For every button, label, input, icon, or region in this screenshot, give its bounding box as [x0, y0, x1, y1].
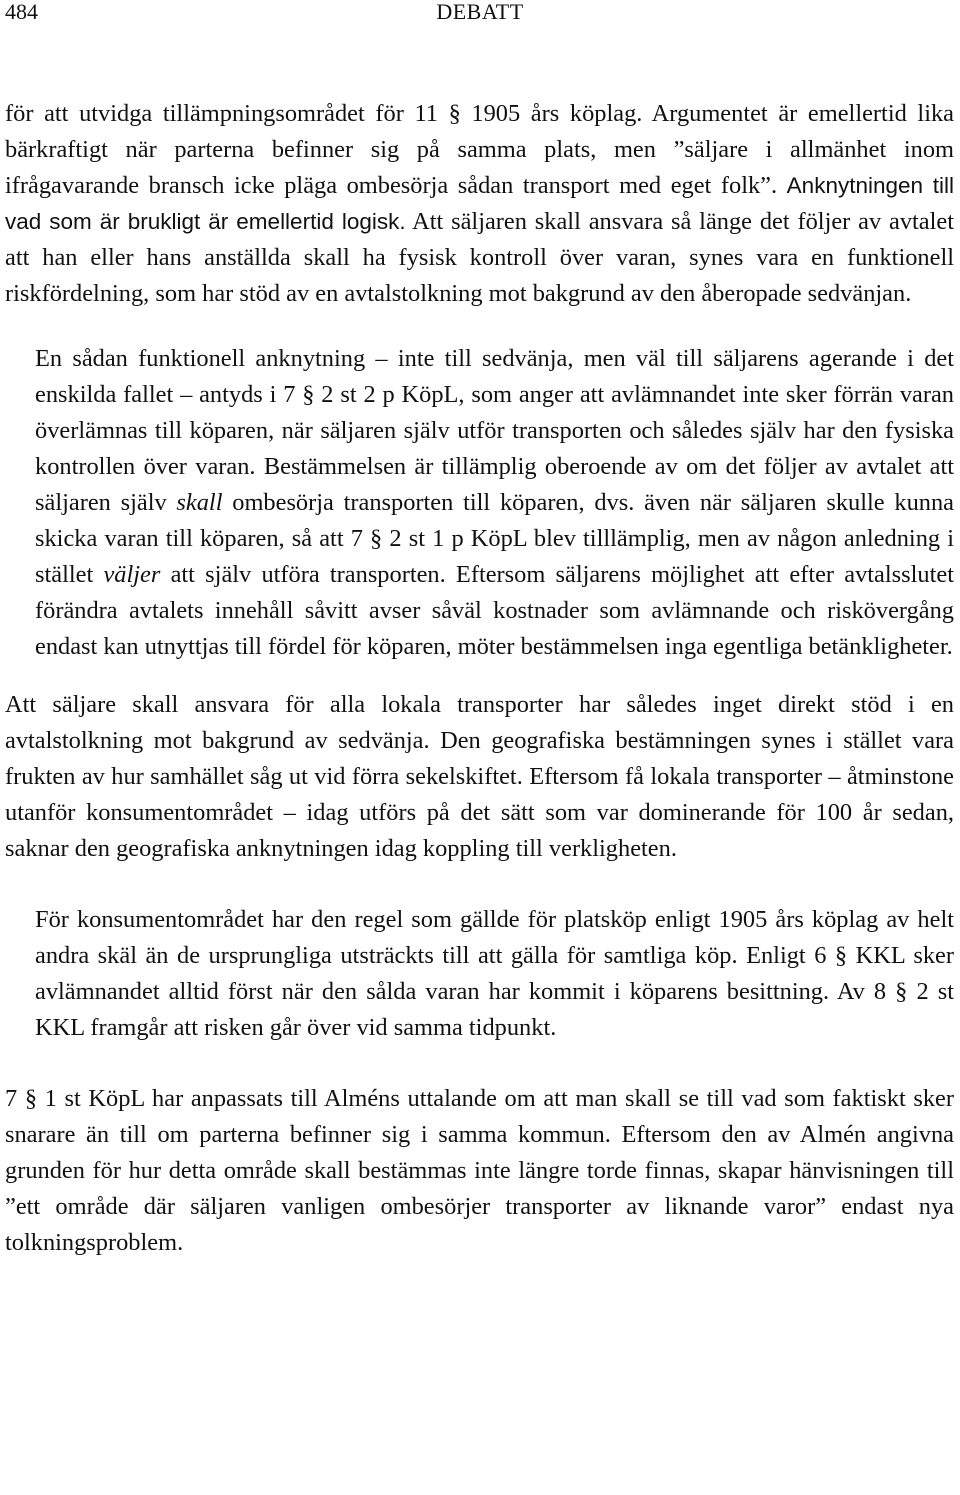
paragraph-2-text-c: ombesörja transporten till köparen, dvs. även när säljaren skulle kunna skicka varan till köparen, så att 7 § 2 st 1 p KöpL blev tilllämplig, men av någon anledning i stället	[35, 489, 954, 588]
page-number: 484	[5, 0, 38, 24]
paragraph-1-text-a: för att utvidga tillämpningsområdet för 11 § 1905 års köplag. Argumentet är emellertid lika bärkraftigt när parterna befinner sig på samma plats, men ”säljare i allmänhet inom ifrågavarande bransch icke pläga ombesörja sådan transport med eget folk”.	[5, 100, 954, 199]
running-head: DEBATT	[436, 0, 524, 24]
paragraph-2-text-a: En sådan funktionell anknytning – inte till sedvänja, men väl till säljarens agerande i det enskilda fallet – antyds i 7 § 2 st 2 p KöpL, som anger att avlämnandet inte sker förrän varan överlämnas till köparen, när säljaren själv utför transporten och således själv har den fysiska kontrollen över varan. Bestämmelsen är tillämplig oberoende av om det följer av avtalet att säljaren själv	[35, 345, 954, 516]
paragraph-3: Att säljare skall ansvara för alla lokala transporter har således inget direkt stöd i en avtalstolkning mot bakgrund av sedvänja. Den geografiska bestämningen synes i stället vara frukten av hur samhället såg ut vid förra sekelskiftet. Eftersom få lokala transporter – åtminstone utanför konsumentområdet – idag utförs på det sätt som var dominerande för 100 år sedan, saknar den geografiska anknytningen idag koppling till verkligheten.	[5, 691, 954, 862]
paragraph-2	[35, 341, 954, 665]
paragraph-5: 7 § 1 st KöpL har anpassats till Alméns uttalande om att man skall se till vad som faktiskt sker snarare än till om parterna befinner sig i samma kommun. Eftersom den av Almén angivna grunden för hur detta område skall bestämmas inte längre torde finnas, skapar hänvisningen till ”ett område där säljaren vanligen ombesörjer transporter av liknande varor” endast nya tolkningsproblem.	[5, 1085, 954, 1256]
paragraph-4: För konsumentområdet har den regel som gällde för platsköp enligt 1905 års köplag av helt andra skäl än de ursprungliga utsträckts till att gälla för samtliga köp. Enligt 6 § KKL sker avlämnandet alltid först när den sålda varan har kommit i köparens besittning. Av 8 § 2 st KKL framgår att risken går över vid samma tidpunkt.	[35, 906, 954, 1041]
paragraph-2-emphasis-skall: skall	[176, 489, 223, 516]
page-header	[0, 0, 960, 26]
article-body	[5, 96, 954, 1261]
paragraph-1-sans-sentence: Anknytningen till vad som är brukligt är emellertid logisk.	[5, 173, 954, 234]
paragraph-2-emphasis-valjer: väljer	[103, 561, 161, 588]
paragraph-1	[5, 96, 954, 312]
paragraph-2-text-e: att själv utföra transporten. Eftersom säljarens möjlighet att efter avtalsslutet förändra avtalets innehåll såvitt avser såväl kostnader som avlämnande och riskövergång endast kan utnyttjas till fördel för köparen, möter bestämmelsen inga egentliga betänkligheter.	[35, 561, 954, 660]
paragraph-1-text-c: Att säljaren skall ansvara så länge det följer av avtalet att han eller hans anställda skall ha fysisk kontroll över varan, synes vara en funktionell riskfördelning, som har stöd av en avtalstolkning mot bakgrund av den åberopade sedvänjan.	[5, 208, 954, 307]
